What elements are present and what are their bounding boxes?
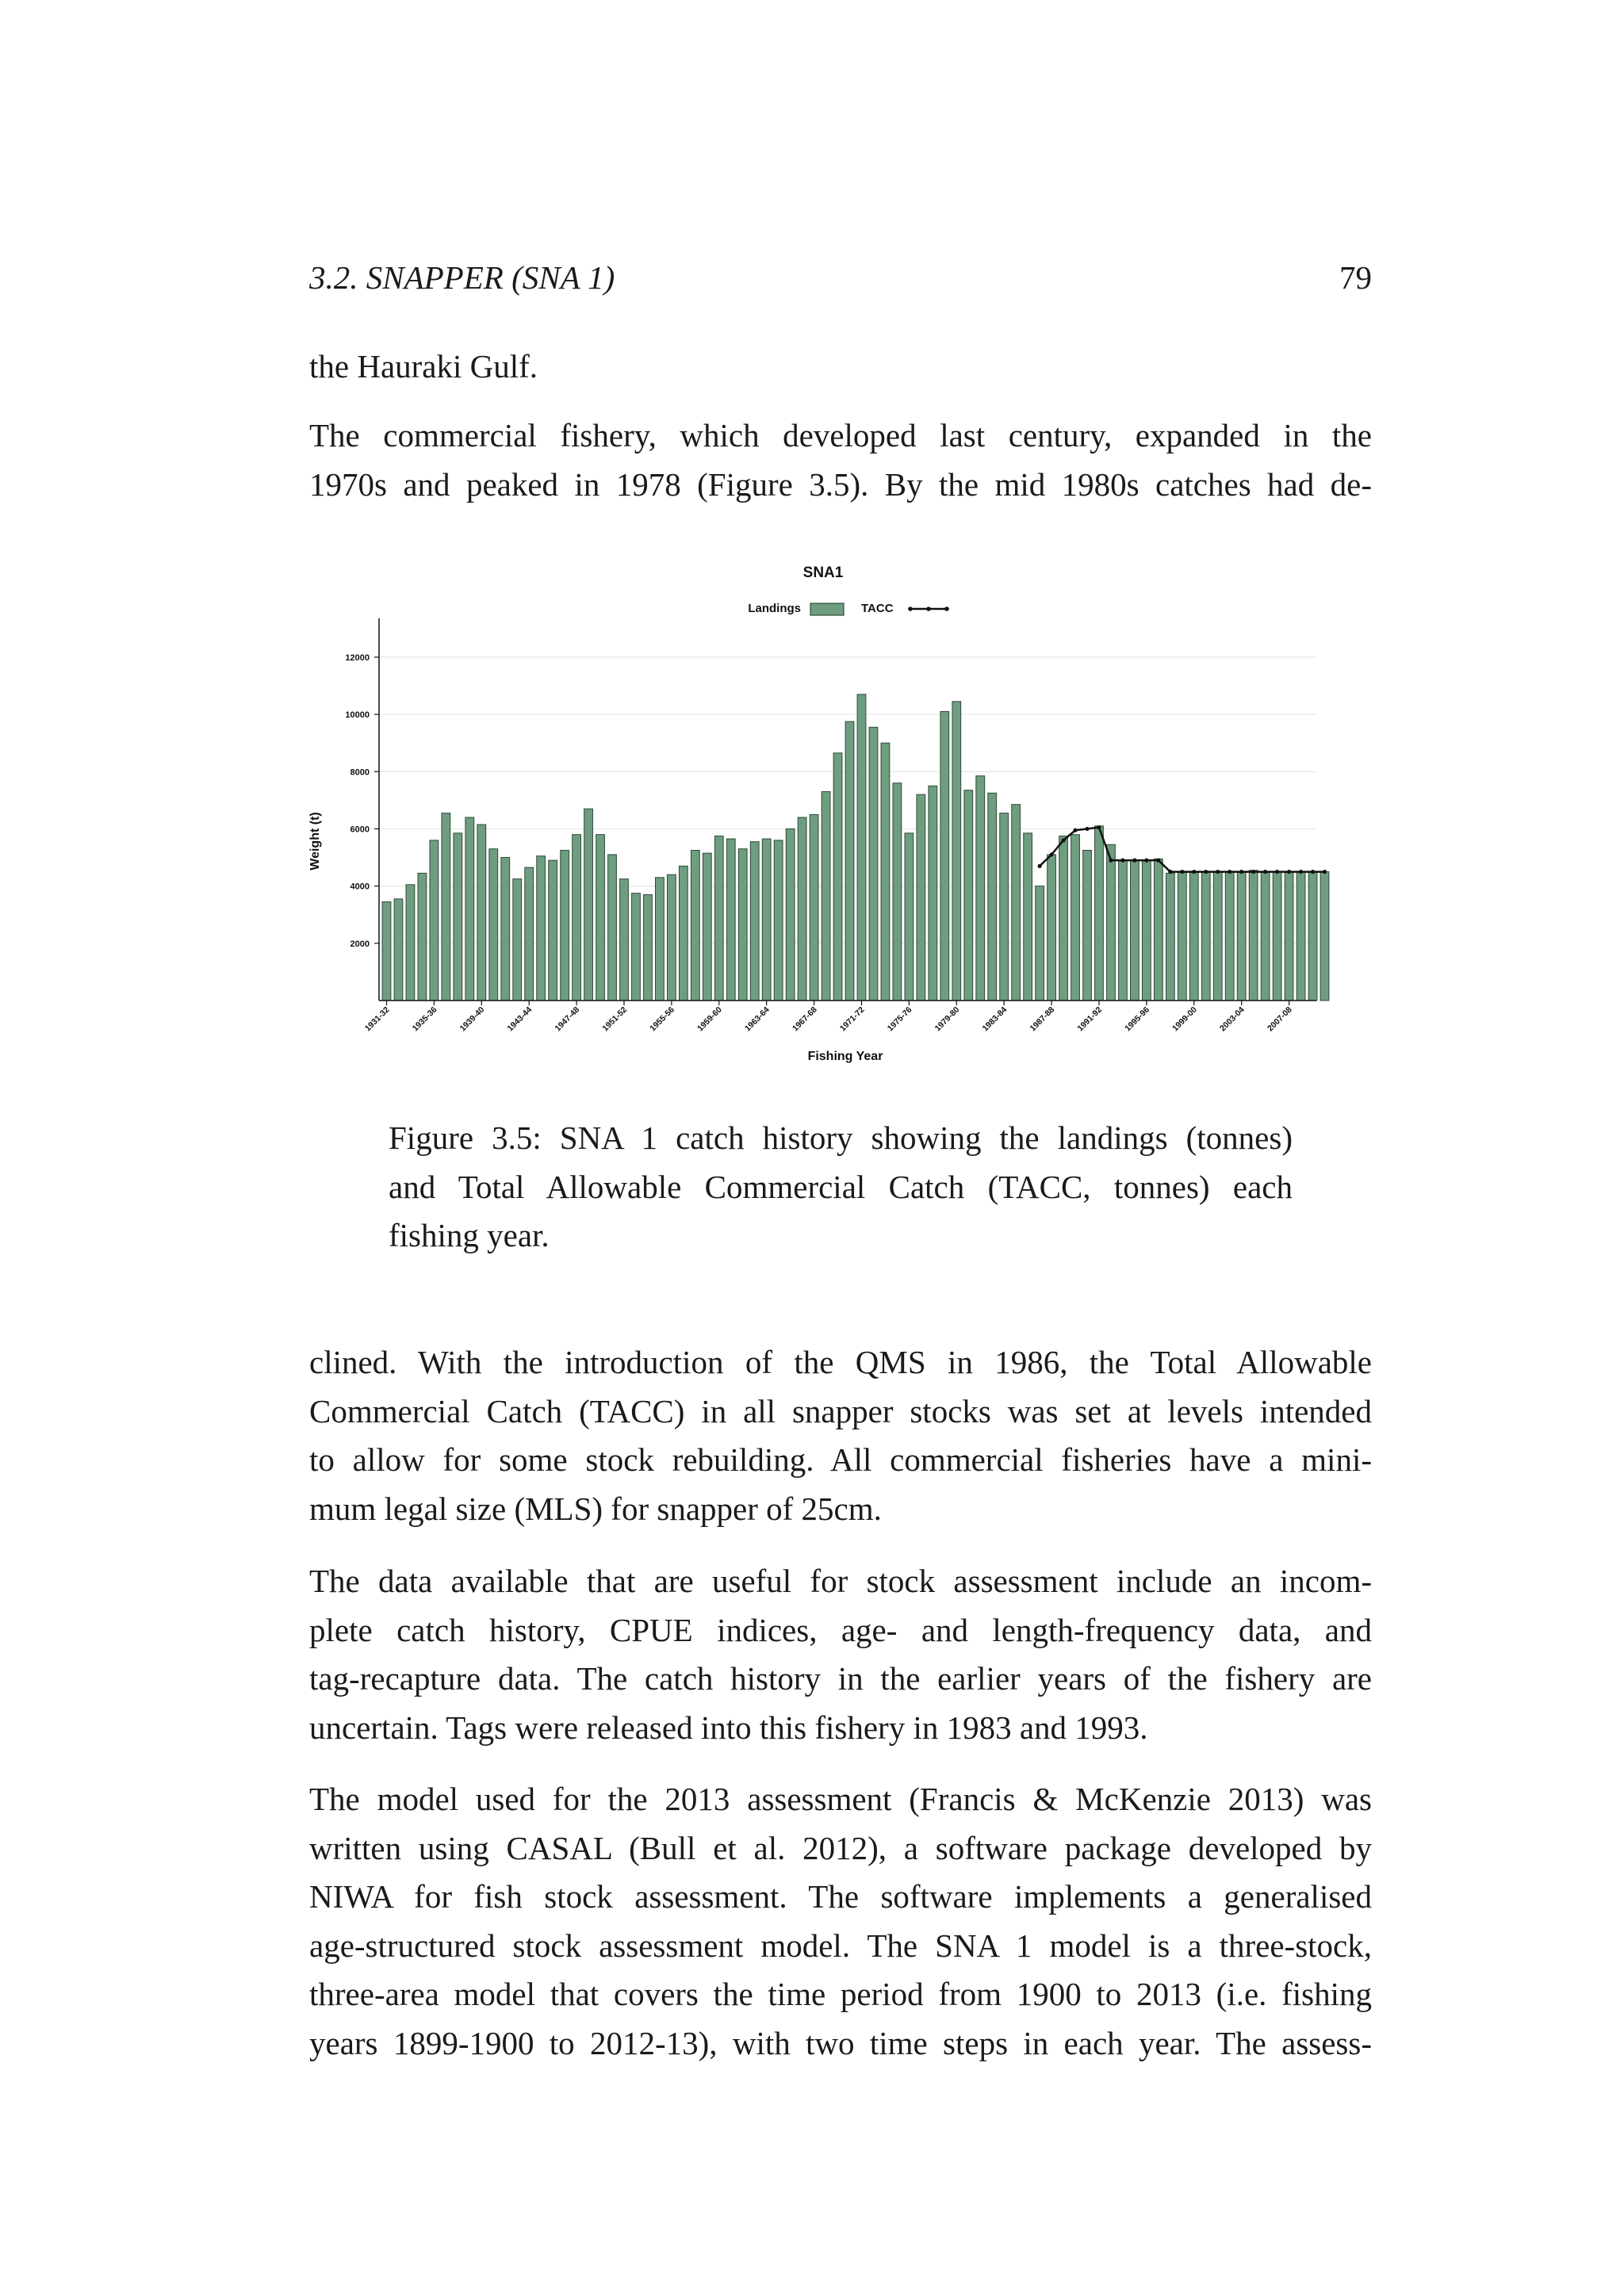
x-tick-label: 1935-36 bbox=[410, 1004, 439, 1034]
landings-bar bbox=[1213, 872, 1222, 1001]
tacc-point bbox=[1180, 870, 1184, 874]
landings-bar bbox=[881, 743, 890, 1001]
landings-bar bbox=[1273, 872, 1281, 1001]
landings-bar bbox=[382, 901, 391, 1001]
landings-bar bbox=[857, 695, 866, 1001]
text-line: tag-recapture data. The catch history in the earlier years of the fishery are bbox=[309, 1660, 1372, 1697]
paragraph-2 bbox=[309, 411, 1372, 509]
x-tick-label: 1963-64 bbox=[743, 1004, 772, 1034]
paragraph-4 bbox=[309, 1557, 1372, 1752]
x-axis-label: Fishing Year bbox=[807, 1050, 883, 1063]
landings-bar bbox=[1048, 855, 1056, 1001]
landings-bar bbox=[1261, 872, 1270, 1001]
chart-legend bbox=[748, 602, 948, 615]
paragraph-3 bbox=[309, 1338, 1372, 1533]
landings-bar bbox=[1285, 872, 1293, 1001]
text-line: The model used for the 2013 assessment (Francis & McKenzie 2013) was bbox=[309, 1781, 1372, 1817]
landings-bar bbox=[549, 860, 557, 1001]
landings-bar bbox=[905, 833, 914, 1001]
landings-bar bbox=[406, 885, 415, 1001]
text-line: mum legal size (MLS) for snapper of 25cm. bbox=[309, 1490, 882, 1527]
landings-bar bbox=[738, 849, 747, 1001]
landings-bar bbox=[833, 753, 842, 1001]
paragraph-5 bbox=[309, 1775, 1372, 2068]
landings-bar bbox=[454, 833, 462, 1001]
landings-bar bbox=[394, 899, 403, 1001]
tacc-point bbox=[1132, 859, 1136, 863]
landings-bar bbox=[845, 721, 854, 1001]
text-line: years 1899-1900 to 2012-13), with two time steps in each year. The assess- bbox=[309, 2024, 1372, 2061]
x-tick-label: 1995-96 bbox=[1123, 1004, 1152, 1034]
landings-bar bbox=[1083, 851, 1092, 1001]
y-tick-label: 12000 bbox=[345, 652, 370, 663]
landings-bar bbox=[691, 851, 699, 1001]
section-title: 3.2. SNAPPER (SNA 1) bbox=[309, 259, 615, 296]
tacc-point bbox=[1216, 870, 1220, 874]
landings-bar bbox=[1000, 813, 1009, 1001]
landings-bars bbox=[382, 695, 1329, 1001]
landings-bar bbox=[430, 840, 439, 1001]
landings-bar bbox=[596, 835, 605, 1001]
landings-bar bbox=[822, 792, 830, 1001]
legend-label-landings: Landings bbox=[748, 602, 801, 615]
tacc-point bbox=[1073, 828, 1077, 832]
tacc-point bbox=[1049, 852, 1053, 856]
landings-bar bbox=[1249, 871, 1258, 1001]
tacc-point bbox=[1192, 870, 1196, 874]
x-tick-label: 1951-52 bbox=[600, 1004, 630, 1034]
landings-bar bbox=[976, 776, 985, 1001]
x-tick-label: 2007-08 bbox=[1265, 1004, 1294, 1034]
tacc-point bbox=[1323, 870, 1327, 874]
text-line: written using CASAL (Bull et al. 2012), a software package developed by bbox=[309, 1829, 1372, 1866]
tacc-point bbox=[1168, 870, 1172, 874]
landings-bar bbox=[537, 856, 546, 1001]
x-tick-label: 1987-88 bbox=[1028, 1004, 1057, 1034]
text-line: plete catch history, CPUE indices, age- and length-frequency data, and bbox=[309, 1611, 1372, 1648]
caption-line: fishing year. bbox=[389, 1217, 550, 1253]
x-tick-label: 1983-84 bbox=[980, 1004, 1009, 1034]
landings-bar bbox=[477, 825, 486, 1001]
legend-marker-tacc bbox=[926, 607, 931, 611]
landings-bar bbox=[1320, 872, 1329, 1001]
landings-bar bbox=[1107, 844, 1116, 1001]
landings-bar bbox=[703, 853, 711, 1001]
tacc-point bbox=[1251, 870, 1255, 874]
tacc-point bbox=[1275, 870, 1279, 874]
caption-line: Figure 3.5: SNA 1 catch history showing the landings (tonnes) bbox=[389, 1119, 1293, 1156]
landings-bar bbox=[1225, 872, 1234, 1001]
sna1-catch-chart bbox=[301, 555, 1332, 1078]
landings-bar bbox=[525, 867, 534, 1001]
landings-bar bbox=[1012, 805, 1021, 1001]
x-tick-label: 2003-04 bbox=[1218, 1004, 1247, 1034]
landings-bar bbox=[620, 879, 629, 1001]
landings-bar bbox=[679, 866, 688, 1001]
x-tick-label: 1971-72 bbox=[837, 1004, 867, 1034]
landings-bar bbox=[786, 828, 795, 1001]
x-tick-label: 1931-32 bbox=[362, 1004, 392, 1034]
landings-bar bbox=[1178, 872, 1186, 1001]
y-axis-label: Weight (t) bbox=[308, 812, 322, 871]
tacc-point bbox=[1120, 859, 1124, 863]
tacc-point bbox=[1085, 827, 1089, 831]
x-tick-label: 1991-92 bbox=[1075, 1004, 1105, 1034]
landings-bar bbox=[442, 813, 450, 1001]
landings-bar bbox=[1166, 873, 1174, 1001]
landings-bar bbox=[1142, 860, 1151, 1001]
text-line: 1970s and peaked in 1978 (Figure 3.5). By the mid 1980s catches had de- bbox=[309, 465, 1372, 503]
landings-bar bbox=[988, 793, 997, 1001]
landings-bar bbox=[893, 783, 902, 1001]
text-line: Commercial Catch (TACC) in all snapper stocks was set at levels intended bbox=[309, 1392, 1372, 1429]
x-tick-label: 1955-56 bbox=[648, 1004, 677, 1034]
landings-bar bbox=[1201, 872, 1210, 1001]
tacc-point bbox=[1109, 859, 1113, 863]
paragraph-1 bbox=[309, 342, 1372, 392]
text-line: NIWA for fish stock assessment. The software implements a generalised bbox=[309, 1878, 1372, 1915]
landings-bar bbox=[1036, 886, 1044, 1001]
text-line: the Hauraki Gulf. bbox=[309, 348, 538, 385]
landings-bar bbox=[1024, 833, 1032, 1001]
landings-bar bbox=[1189, 872, 1198, 1001]
x-tick-label: 1959-60 bbox=[695, 1004, 724, 1034]
landings-bar bbox=[1131, 860, 1139, 1001]
landings-bar bbox=[573, 835, 581, 1001]
landings-bar bbox=[1297, 872, 1305, 1001]
x-tick-label: 1967-68 bbox=[790, 1004, 819, 1034]
landings-bar bbox=[513, 879, 522, 1001]
landings-bar bbox=[726, 839, 735, 1001]
x-tick-label: 1999-00 bbox=[1170, 1004, 1199, 1034]
text-line: The commercial fishery, which developed last century, expanded in the bbox=[309, 417, 1372, 453]
text-line: clined. With the introduction of the QMS in 1986, the Total Allowable bbox=[309, 1344, 1372, 1380]
landings-bar bbox=[584, 809, 593, 1001]
y-tick-label: 2000 bbox=[350, 939, 370, 949]
landings-bar bbox=[667, 874, 676, 1001]
tacc-point bbox=[1287, 870, 1291, 874]
tacc-point bbox=[1263, 870, 1267, 874]
running-head bbox=[309, 258, 1372, 298]
x-tick-label: 1939-40 bbox=[458, 1004, 487, 1034]
landings-bar bbox=[714, 836, 723, 1001]
x-tick-label: 1947-48 bbox=[553, 1004, 582, 1034]
text-line: The data available that are useful for stock assessment include an incom- bbox=[309, 1563, 1372, 1599]
text-line: three-area model that covers the time period from 1900 to 2013 (i.e. fishing bbox=[309, 1976, 1372, 2012]
landings-bar bbox=[1154, 859, 1162, 1001]
landings-bar bbox=[1071, 835, 1080, 1001]
tacc-point bbox=[1239, 870, 1243, 874]
text-line: to allow for some stock rebuilding. All commercial fisheries have a mini- bbox=[309, 1441, 1372, 1478]
landings-bar bbox=[810, 814, 818, 1001]
landings-bar bbox=[1237, 872, 1246, 1001]
landings-bar bbox=[929, 786, 937, 1001]
legend-swatch-landings bbox=[810, 603, 844, 615]
landings-bar bbox=[964, 790, 973, 1001]
x-tick-label: 1979-80 bbox=[933, 1004, 962, 1034]
page-number: 79 bbox=[1339, 259, 1372, 296]
y-axis bbox=[345, 618, 379, 1001]
landings-bar bbox=[561, 851, 569, 1001]
landings-bar bbox=[608, 855, 617, 1001]
y-tick-label: 10000 bbox=[345, 710, 370, 721]
landings-bar bbox=[1095, 826, 1104, 1001]
legend-label-tacc: TACC bbox=[861, 602, 894, 615]
text-line: age-structured stock assessment model. The SNA 1 model is a three-stock, bbox=[309, 1927, 1372, 1964]
landings-bar bbox=[489, 849, 498, 1001]
tacc-point bbox=[1156, 859, 1160, 863]
landings-bar bbox=[656, 878, 665, 1001]
tacc-point bbox=[1204, 870, 1208, 874]
tacc-point bbox=[1061, 838, 1065, 842]
landings-bar bbox=[644, 894, 653, 1001]
tacc-point bbox=[1038, 864, 1042, 868]
landings-bar bbox=[774, 840, 783, 1001]
landings-bar bbox=[1059, 836, 1068, 1001]
chart-title: SNA1 bbox=[802, 564, 844, 581]
x-tick-label: 1975-76 bbox=[885, 1004, 914, 1034]
x-tick-label: 1943-44 bbox=[505, 1004, 534, 1034]
y-tick-label: 6000 bbox=[350, 825, 370, 835]
landings-bar bbox=[762, 839, 771, 1001]
landings-bar bbox=[1308, 872, 1317, 1001]
caption-line: and Total Allowable Commercial Catch (TACC, tonnes) each bbox=[389, 1168, 1293, 1205]
y-tick-label: 8000 bbox=[350, 767, 370, 778]
x-axis bbox=[363, 1001, 1316, 1033]
landings-bar bbox=[917, 794, 925, 1001]
landings-bar bbox=[952, 702, 961, 1001]
tacc-line bbox=[1040, 828, 1324, 872]
landings-bar bbox=[632, 894, 641, 1001]
tacc-series bbox=[1038, 825, 1327, 874]
tacc-point bbox=[1097, 825, 1101, 829]
tacc-point bbox=[1311, 870, 1315, 874]
landings-bar bbox=[869, 727, 878, 1001]
landings-bar bbox=[750, 842, 759, 1001]
tacc-point bbox=[1299, 870, 1303, 874]
landings-bar bbox=[798, 817, 806, 1001]
legend-marker-tacc bbox=[908, 607, 913, 611]
landings-bar bbox=[465, 817, 474, 1001]
landings-bar bbox=[501, 858, 510, 1001]
text-line: uncertain. Tags were released into this fishery in 1983 and 1993. bbox=[309, 1709, 1148, 1746]
tacc-point bbox=[1144, 859, 1148, 863]
tacc-point bbox=[1228, 870, 1231, 874]
y-tick-label: 4000 bbox=[350, 882, 370, 892]
landings-bar bbox=[418, 873, 427, 1001]
landings-bar bbox=[1119, 860, 1128, 1001]
figure-caption bbox=[389, 1114, 1293, 1261]
landings-bar bbox=[940, 711, 949, 1001]
legend-marker-tacc bbox=[944, 607, 949, 611]
